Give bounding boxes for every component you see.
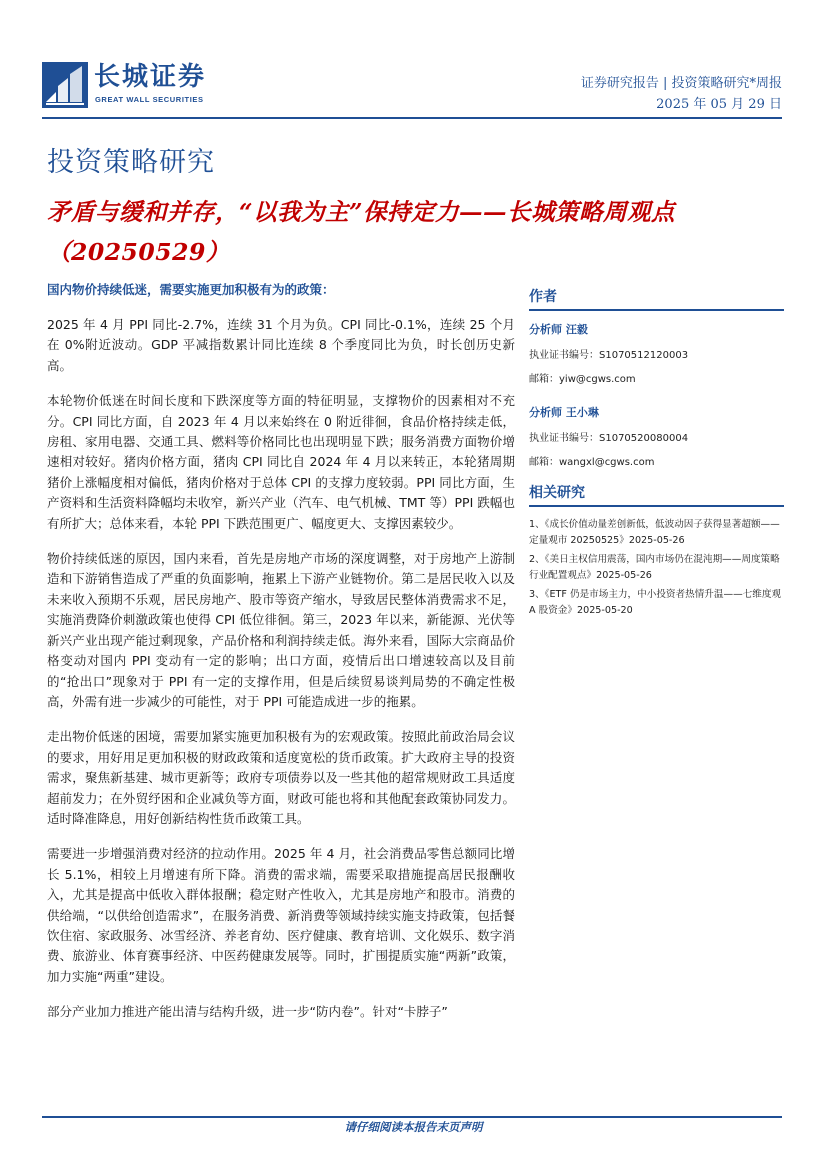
analyst-name: 分析师 王小琳 — [529, 406, 599, 419]
report-title: 矛盾与缓和并存，“以我为主”保持定力——长城策略周观点（20250529） — [47, 198, 676, 266]
paragraph: 本轮物价低迷在时间长度和下跌深度等方面的特征明显，支撑物价的因素相对不充分。CPI 同比方面，自 2023 年 4 月以来始终在 0 附近徘徊，食品价格持续走低，房租、家用电器、交通工具、燃料等价格同比也出现明显下跌；服务消费方面物价增速相对较好。猪肉价格方面，猪肉 CPI 同比自 2024 年 4 月以来转正，本轮猪周期猪价上涨幅度相对偏低，猪肉价格对于总体 CPI 的支撑力度较弱。PPI 同比方面，生产资料和生活资料降幅均未收窄，新兴产业（汽车、电气机械、TMT 等）PPI 跌幅也有所扩大；总体来看，本轮 PPI 下跌范围更广、幅度更大、支撑因素较少。 — [47, 393, 515, 531]
related-report-item[interactable]: 3、《ETF 仍是市场主力，中小投资者热情升温——七维度观 A 股资金》2025-05-20 — [529, 589, 782, 616]
related-report-item[interactable]: 2、《美日主权信用震荡，国内市场仍在混沌期——周度策略行业配置观点》2025-05-26 — [529, 554, 780, 581]
related-heading: 相关研究 — [529, 482, 784, 507]
related-report-item[interactable]: 1、《成长价值动量差创新低，低波动因子获得显著超额——定量观市 20250525》2025-05-26 — [529, 519, 780, 546]
analyst-cert: 执业证书编号：S1070520080004 — [529, 433, 689, 444]
analyst-card — [529, 321, 784, 385]
analyst-card — [529, 404, 784, 468]
footer-divider — [42, 1116, 782, 1118]
logo-name-cn: 长城证券 — [94, 62, 207, 92]
paragraph: 走出物价低迷的困境，需要加紧实施更加积极有为的宏观政策。按照此前政治局会议的要求，用好用足更加积极的财政政策和适度宽松的货币政策。扩大政府主导的投资需求，聚焦新基建、城市更新等；政府专项债券以及一些其他的超常规财政工具适度超前发力；在外贸纾困和企业减负等方面，财政可能也将和其他配套政策协同发力。适时降准降息，用好创新结构性货币政策工具。 — [47, 729, 515, 826]
company-logo — [42, 62, 252, 108]
lead-heading: 国内物价持续低迷，需要实施更加积极有为的政策： — [47, 282, 335, 297]
header-divider — [42, 117, 782, 119]
main-content — [47, 281, 515, 1038]
paragraph: 物价持续低迷的原因，国内来看，首先是房地产市场的深度调整，对于房地产上游制造和下游销售造成了严重的负面影响，拖累上下游产业链物价。第二是居民收入以及未来收入预期不乐观，居民房地产、股市等资产缩水，导致居民整体消费需求不足，实施消费降价刺激政策也使得 CPI 低位徘徊。第三，2023 年以来，新能源、光伏等新兴产业出现产能过剩现象，产品价格和利润持续走低。海外来看，国际大宗商品价格变动对国内 PPI 变动有一定的影响；出口方面，疫情后出口增速较高以及目前的“抢出口”现象对于 PPI 有一定的支撑作用，但是后续贸易谈判局势的不确定性极高，外需有进一步减少的可能性，对于 PPI 可能造成进一步的拖累。 — [47, 551, 515, 709]
logo-name-en: GREAT WALL SECURITIES — [95, 95, 204, 104]
section-title: 投资策略研究 — [47, 147, 215, 178]
paragraph: 部分产业加力推进产能出清与结构升级，进一步“防内卷”。针对“卡脖子” — [47, 1004, 448, 1020]
analyst-email[interactable]: 邮箱：yiw@cgws.com — [529, 374, 636, 385]
paragraph: 2025 年 4 月 PPI 同比-2.7%，连续 31 个月为负。CPI 同比-0.1%，连续 25 个月在 0%附近波动。GDP 平减指数累计同比连续 8 个季度同比为负，时长创历史新高。 — [47, 317, 515, 373]
report-header — [581, 73, 782, 115]
footer-disclaimer: 请仔细阅读本报告末页声明 — [344, 1120, 483, 1134]
great-wall-logo-icon — [42, 62, 88, 108]
authors-heading: 作者 — [529, 286, 784, 311]
paragraph: 需要进一步增强消费对经济的拉动作用。2025 年 4 月，社会消费品零售总额同比增长 5.1%，相较上月增速有所下降。消费的需求端，需要采取措施提高居民报酬收入，尤其是提高中低收入群体报酬；稳定财产性收入，尤其是房地产和股市。消费的供给端，“以供给创造需求”，在服务消费、新消费等领域持续实施支持政策，包括餐饮住宿、家政服务、冰雪经济、养老育幼、医疗健康、教育培训、文化娱乐、数字消费、旅游业、体育赛事经济、中医药健康发展等。同时，扩围提质实施“两新”政策，加力实施“两重”建设。 — [47, 846, 515, 984]
report-type: 证券研究报告 | 投资策略研究*周报 — [580, 76, 782, 91]
analyst-email[interactable]: 邮箱：wangxl@cgws.com — [529, 457, 655, 468]
report-date: 2025 年 05 月 29 日 — [656, 97, 782, 112]
analyst-cert: 执业证书编号：S1070512120003 — [529, 350, 689, 361]
sidebar — [529, 286, 784, 622]
analyst-name: 分析师 汪毅 — [529, 323, 588, 336]
